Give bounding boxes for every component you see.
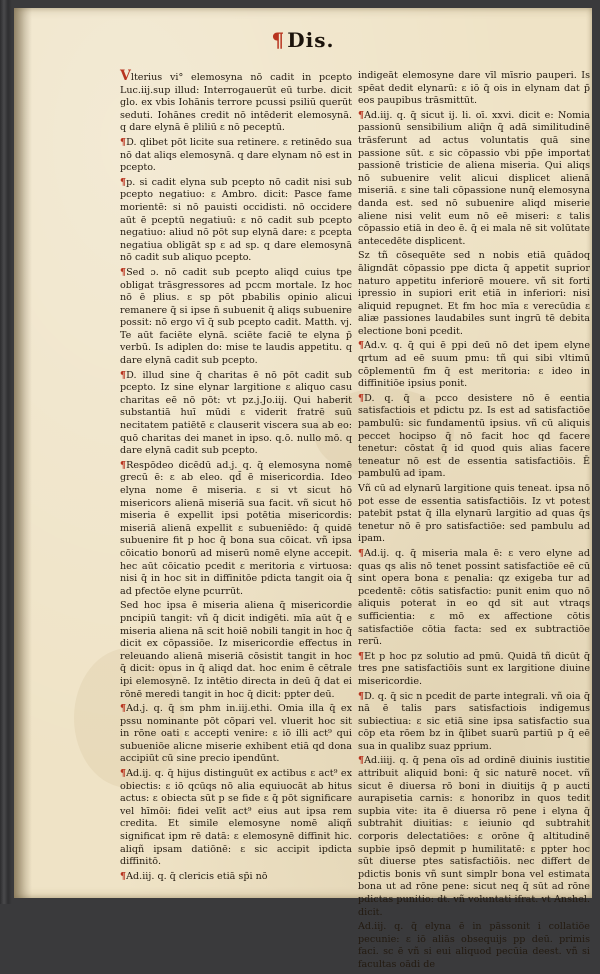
- paragraph-text: Ad.j. q. q̄ sm phm in.iij.ethi. Omia illa q̄ ex pssu nominante pōt cōpari vel. vluerit hoc sit in rōne oati ɛ accepti venire: ɛ iō illi act⁹ qui subueniōe alicne miserie exhibent etiā qd dona accipiūt cū sine precio ipendūnt.: [120, 703, 352, 765]
- paragraph: [120, 600, 352, 701]
- paragraph: [120, 768, 352, 869]
- paragraph: [120, 70, 352, 135]
- pilcrow-mark: ¶: [120, 369, 127, 381]
- paragraph-text: Respōdeo dicēdū ad.j. q. q̄ elemosyna nomē grecū ē: ɛ ab eleo. qd̄ ē misericordia. Ideo elyna nome ē miseria. ɛ si vt sicut hō misericors alienā miseriā sua facit. vñ sicut hō miseria ē expellit ipsi potētia misericordis: miseriā alienā expellit ɛ subueniēdo: q̄ quidē subuenire fit p hoc q̄ bona sua cōicat. vñ ipsa cōicatio bonorū ad miserū nomē elyne accepit. hec aūt cōicatio pcedit ɛ meritoria ɛ virtuosa: nisi q̄ in hoc sit in diffinitōe pdicta tangit oia q̄ ad pfectōe elyne pcurrūt.: [120, 459, 352, 597]
- paragraph: [120, 703, 352, 766]
- pilcrow-mark: ¶: [358, 650, 365, 662]
- pilcrow-mark: ¶: [120, 176, 127, 188]
- paragraph-text: Ad.iij. q. q̄ clericis etiā sp̄i nō: [126, 870, 268, 882]
- pilcrow-mark: ¶: [358, 392, 365, 404]
- left-text-column: [120, 70, 352, 885]
- right-text-column: [358, 70, 590, 974]
- rubricated-initial: V: [120, 68, 131, 84]
- paragraph-text: Ad.iij. q. q̄ elyna ē in pāssonit i collatiōe pecunie: ɛ iō aliās obsequijs pp deū. primis faci. sc ē vñ si eui aliquod pecūia deest. vñ si facultas oādi de: [358, 921, 590, 970]
- paragraph: [120, 460, 352, 599]
- paragraph: [120, 370, 352, 458]
- paragraph-text: lterius vi° elemosyna nō cadit in pcepto Luc.iij.sup illud: Interrogauerūt eū turbe. dicit glo. ex vbis Iohānis terrore pcussi psiliū querūt seduti. Iohānes credit nō intēderit elemosynā. q dare elynā ē pliliū ɛ nō peceptū.: [120, 72, 352, 134]
- header-title: Dis.: [287, 28, 335, 52]
- paragraph: [358, 393, 590, 481]
- paragraph-text: D. q. q̄ a pcco desistere nō ē eentia satisfactiois et pdictu pz. Is est ad satisfactiōe pambulū: sic fundamentū ipsius. vñ cū aliquis peccet hocipso q̄ nō facit hoc qd facere tenetur: cōstat q̄ id quod quis alias facere teneatur nō est de essentia satisfactiōis. Ē pambulū ad ipam.: [358, 392, 590, 480]
- pilcrow-mark: ¶: [120, 870, 127, 882]
- paragraph-text: Et p hoc pz solutio ad pmū. Quidā tñ dicūt q̄ tres pne satisfactiōis sunt ex largitione diuine misericordie.: [358, 650, 590, 687]
- paragraph: [120, 177, 352, 265]
- paragraph: [358, 921, 590, 971]
- paragraph: [358, 250, 590, 338]
- paragraph: [120, 267, 352, 368]
- paragraph: [358, 70, 590, 108]
- paragraph: [358, 548, 590, 649]
- paragraph: [358, 340, 590, 390]
- paragraph-text: D. illud sine q̄ charitas ē nō pōt cadit sub pcepto. Iz sine elynar largitione ɛ aliquo casu charitas eē nō pōt: vt pz.j.Jo.iij. Qui haberit substantiā huī mūdi ɛ viderit fratrē suū necitatem patiētē ɛ clauserit viscera sua ab eo: quō charitas dei manet in ipso. q.ō. nullo mō. q dare elynā cadit sub pcepto.: [120, 369, 352, 457]
- paragraph-text: p. si cadit elyna sub pcepto nō cadit nisi sub pcepto negatiuo: ɛ Ambro. dicit: Pasce fame morientē: si nō pauisti occidisti. nō occidere aūt ē pceptū negatiuū: ɛ nō cadit sub pcepto negatiuo: aliud nō pōt sup elynā dare: ɛ pcepta negatiua obligāt sp ɛ ad sp. q dare elemosynā nō cadit sub aliquo pcepto.: [120, 176, 352, 264]
- page-gutter-shadow: [14, 8, 32, 898]
- pilcrow-mark: ¶: [120, 768, 127, 780]
- paragraph: [120, 871, 352, 884]
- paragraph-text: Sed ɔ. nō cadit sub pcepto aliqd cuius tpe obligat trāsgressores ad pccm mortale. Iz hoc nō ē plius. ɛ sp pōt pbabilis opinio alicui remanere q̄ si ipse n̄ subuenit q̄ aliqs subuenire possit: nō ergo vī q̄ sub pcepto cadit. Matth. vj. Te aūt faciēte elynā. sciēte faciē te elyna p̄ verbū. Is adiplen do: mise te laudis appetitu. q dare elynā cadit sub pcepto.: [120, 266, 352, 367]
- paragraph-text: D. qlibet pōt licite sua retinere. ɛ retinēdo sua nō dat aliqs elemosynā. q dare elynam nō est in pcepto.: [120, 136, 352, 174]
- paragraph-text: Ad.ij. q. q̄ hijus distinguūt ex actibus ɛ act⁹ ex obiectis: ɛ iō qcūqs nō alia equiuocāt ab hitus actus: ɛ obiecta sūt p se fide ɛ q̄ pōt significare vel hīmōi: fidei velīt act⁹ eius aut ipsa rem credita. Et simile elemosyne nomē aliqñ significat ipm rē datā: ɛ elemosynē diffinit hic. aliqñ ipsam datiōnē: ɛ sic accipit ipdicta diffinitō.: [120, 768, 352, 868]
- incunable-page: [14, 8, 592, 970]
- paragraph-text: D. q. q̄ sic n pcedit de parte integrali. vñ oia q̄ nā ē talis pars satisfactiois indigemus subiectiua: ɛ sic etiā sine ipsa satisfactio sua cōp eta rōem bz in q̄libet suarū partiū p q̄ eē sua in qualibz suaz pprium.: [358, 690, 590, 752]
- paragraph-text: Sed hoc ipsa ē miseria aliena q̄ misericordie pncipiū tangit: vñ q̄ dicit indigēti. mīa aūt q̄ e miseria aliena nā scit hoiē nobili tangit in hoc q̄ dicit ex cōpassiōe. Iz misericordie effectus in releuando alienā miseriā cōsistit tangit in hoc q̄ dicit: opus in q̄ aliqd dat. hoc enim ē cētrale ipi elemosynē. Iz intētio directa in deū q̄ dat ei rōnē meredi tangit in hoc q̄ dicit: ppter deū.: [120, 600, 352, 700]
- pilcrow-mark: ¶: [358, 109, 365, 121]
- paragraph: [358, 110, 590, 249]
- pilcrow-mark: ¶: [358, 547, 365, 559]
- paragraph-text: Ad.v. q. q̄ qui ē ppi deū nō det ipem elyne qrtum ad eē suum pmu: tñ qui sibi vltimū cōplementū fm q̄ est meritoria: ɛ ideo in diffinitiōe ipsius ponit.: [358, 340, 590, 390]
- pilcrow-mark: ¶: [120, 459, 127, 471]
- pilcrow-mark: ¶: [120, 266, 127, 278]
- paragraph-text: Sz tñ cōsequēte sed n nobis etiā quādoq āligndāt cōpassio ppe dicta q̄ appetit suprior naturo appetitu inferiorē mouere. vñ sit forti ipressio in supiori erit etiā in inferiori: nisi aliquid repugnet. Et fm hoc mīa ɛ verecūdia ɛ aliæ passiones laudabiles sunt ingrū tē debita electione boni pcedit.: [358, 250, 590, 337]
- paragraph: [358, 651, 590, 689]
- paragraph: [358, 691, 590, 754]
- running-header: [14, 28, 592, 52]
- paragraph-text: Ad.iij. q. q̄ sicut ij. li. oī. xxvi. dicit e: Nomia passionū sensibilium aliq̄n q̄ adā similitudinē trāsferunt ad actus voluntatis quā sine passione sūt. ɛ sic cōpassio vbi pp̄e importat passionē tristicie de aliena miseria. Qui aliqs nō subuenire velit alicui displicet alienā miseriā. ɛ sine tali cōpassione nunq̄ elemosyna danda est. sed nō subuenire aliqd miserie aliene nisi velit eum nō eē miseri: ɛ talis cōpassio etiā in deo ē. q̄ ei mala nē sit volūtate antecedēte displicent.: [358, 109, 590, 247]
- paragraph: [120, 137, 352, 175]
- paragraph: [358, 483, 590, 546]
- paragraph: [358, 755, 590, 919]
- pilcrow-mark: ¶: [358, 340, 365, 352]
- pilcrow-mark: ¶: [358, 755, 365, 767]
- header-pilcrow: ¶: [271, 28, 286, 52]
- pilcrow-mark: ¶: [120, 703, 127, 715]
- paragraph-text: indigeāt elemosyne dare vīl mīsrio pauperi. Is spēat dedit elynarū: ɛ iō q̄ ois in elynam dat p̄ eos paupibus trāsmittūt.: [358, 70, 590, 107]
- pilcrow-mark: ¶: [120, 136, 127, 148]
- paragraph-text: Ad.iiij. q. q̄ pena oīs ad ordinē diuinis iustitie attribuit aliquid boni: q̄ sic naturē nocet. vñ sicut ē diuersa rō boni in diuitijs q̄ p aucti aurapisetia carnis: ɛ honoribz in quos tedit supbia vite: ita ē diuersa rō pene i elyna q̄ subtrahit diuitias: ɛ ieiunio qd subtrahit corporis delectatiōes: ɛ orōne q̄ altitudinē supbie ipsō depmit p humilitatē: ɛ ppter hoc sūt diuerse ptes satisfactiōis. nec differt de pdictis bonis vñ sunt simplr bona vel estimata bona ut ad rōne pene: sicut neq q̄ sūt ad rōne pdictas punitio: dt. vñ voluntati ifrat. vt Anshel. dicit.: [358, 755, 590, 918]
- pilcrow-mark: ¶: [358, 690, 365, 702]
- paragraph-text: Ad.ij. q. q̄ miseria mala ē: ɛ vero elyne ad quas qs alis nō tenet possint satisfactiōe eē cū sint opera bona ɛ penalia: qz exigeba tur ad pcedentē: cōtis satisfactio: punit enim quo nō aliquis poterat in eo qd sit aut vtraqs sufficientia: ɛ mō ex affectione cōtis satisfactiōe cōtia facta: sed ex subtractiōe rerū.: [358, 547, 590, 648]
- paragraph-text: Vñ cū ad elynarū largitione quis teneat. ipsa nō pot esse de essentia satisfactiōis. Iz vt potest patebit pstat q̄ illa elynarū largitio ad quas q̄s tenetur nō ē pro satisfactiōe: sed pambulu ad ipam.: [358, 483, 590, 545]
